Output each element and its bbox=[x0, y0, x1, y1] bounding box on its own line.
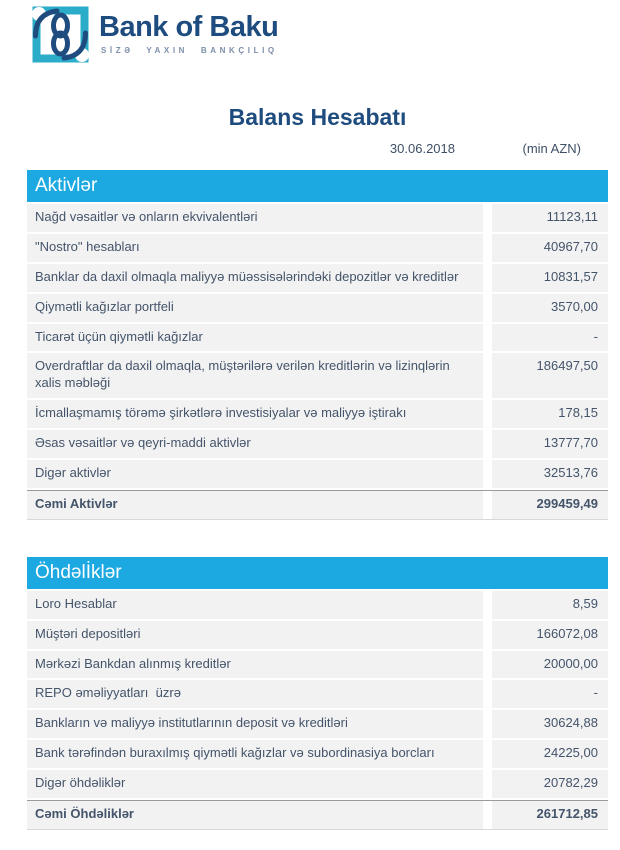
page-title: Balans Hesabatı bbox=[228, 104, 407, 130]
table-row bbox=[27, 651, 608, 679]
row-value: 186497,50 bbox=[492, 353, 608, 398]
liabilities-rows bbox=[27, 591, 608, 798]
row-label: Ticarət üçün qiymətli kağızlar bbox=[27, 324, 483, 352]
table-row bbox=[27, 324, 608, 352]
row-label: Qiymətli kağızlar portfeli bbox=[27, 294, 483, 322]
row-value: - bbox=[492, 324, 608, 352]
row-value: 11123,11 bbox=[492, 204, 608, 232]
row-value: 20782,29 bbox=[492, 770, 608, 798]
report-date: 30.06.2018 bbox=[389, 141, 455, 156]
row-value: 178,15 bbox=[492, 400, 608, 428]
bank-of-baku-logo-icon bbox=[32, 6, 89, 63]
table-row bbox=[27, 204, 608, 232]
report-unit-label: (min AZN) bbox=[522, 141, 581, 156]
row-value: 13777,70 bbox=[492, 430, 608, 458]
brand-name: Bank of Baku bbox=[99, 11, 279, 43]
bank-brand-header bbox=[0, 0, 620, 64]
row-value: - bbox=[492, 680, 608, 708]
table-row bbox=[27, 460, 608, 488]
row-value: 40967,70 bbox=[492, 234, 608, 262]
table-row bbox=[27, 621, 608, 649]
row-value: 166072,08 bbox=[492, 621, 608, 649]
row-label: İcmallaşmamış törəmə şirkətlərə investisiyalar və maliyyə iştirakı bbox=[27, 400, 483, 428]
table-row bbox=[27, 680, 608, 708]
total-value: 299459,49 bbox=[492, 491, 608, 519]
row-label: REPO əməliyyatları üzrə bbox=[27, 680, 483, 708]
table-row bbox=[27, 234, 608, 262]
assets-section-title: Aktivlər bbox=[27, 170, 608, 202]
assets-rows bbox=[27, 204, 608, 488]
liabilities-total-row bbox=[27, 800, 608, 830]
table-row bbox=[27, 591, 608, 619]
table-row bbox=[27, 770, 608, 798]
row-value: 20000,00 bbox=[492, 651, 608, 679]
row-label: Digər aktivlər bbox=[27, 460, 483, 488]
row-label: Nağd vəsaitlər və onların ekvivalentləri bbox=[27, 204, 483, 232]
row-label: Digər öhdəliklər bbox=[27, 770, 483, 798]
row-value: 24225,00 bbox=[492, 740, 608, 768]
row-label: Mərkəzi Bankdan alınmış kreditlər bbox=[27, 651, 483, 679]
row-label: Bankların və maliyyə institutlarının deposit və kreditləri bbox=[27, 710, 483, 738]
table-row bbox=[27, 430, 608, 458]
table-row bbox=[27, 353, 608, 398]
row-value: 10831,57 bbox=[492, 264, 608, 292]
row-value: 32513,76 bbox=[492, 460, 608, 488]
liabilities-section-title: Öhdəlİklər bbox=[27, 557, 608, 589]
row-label: Bank tərəfindən buraxılmış qiymətli kağızlar və subordinasiya borcları bbox=[27, 740, 483, 768]
row-value: 3570,00 bbox=[492, 294, 608, 322]
assets-section bbox=[27, 170, 608, 520]
report-meta bbox=[27, 141, 608, 158]
row-label: Müştəri depositləri bbox=[27, 621, 483, 649]
row-label: "Nostro" hesabları bbox=[27, 234, 483, 262]
row-label: Əsas vəsaitlər və qeyri-maddi aktivlər bbox=[27, 430, 483, 458]
total-label: Cəmi Aktivlər bbox=[27, 491, 483, 519]
table-row bbox=[27, 400, 608, 428]
total-value: 261712,85 bbox=[492, 801, 608, 829]
row-label: Loro Hesablar bbox=[27, 591, 483, 619]
table-row bbox=[27, 294, 608, 322]
table-row bbox=[27, 710, 608, 738]
brand-text-block bbox=[99, 6, 278, 55]
table-row bbox=[27, 264, 608, 292]
total-label: Cəmi Öhdəliklər bbox=[27, 801, 483, 829]
row-label: Overdraftlar da daxil olmaqla, müştərilərə verilən kreditlərin və lizinqlərin xalis məbləği bbox=[27, 353, 483, 398]
row-label: Banklar da daxil olmaqla maliyyə müəssisələrindəki depozitlər və kreditlər bbox=[27, 264, 483, 292]
brand-tagline: SİZƏ YAXIN BANKÇILIQ bbox=[101, 46, 278, 55]
table-row bbox=[27, 740, 608, 768]
assets-total-row bbox=[27, 490, 608, 520]
liabilities-section bbox=[27, 557, 608, 830]
row-value: 30624,88 bbox=[492, 710, 608, 738]
row-value: 8,59 bbox=[492, 591, 608, 619]
